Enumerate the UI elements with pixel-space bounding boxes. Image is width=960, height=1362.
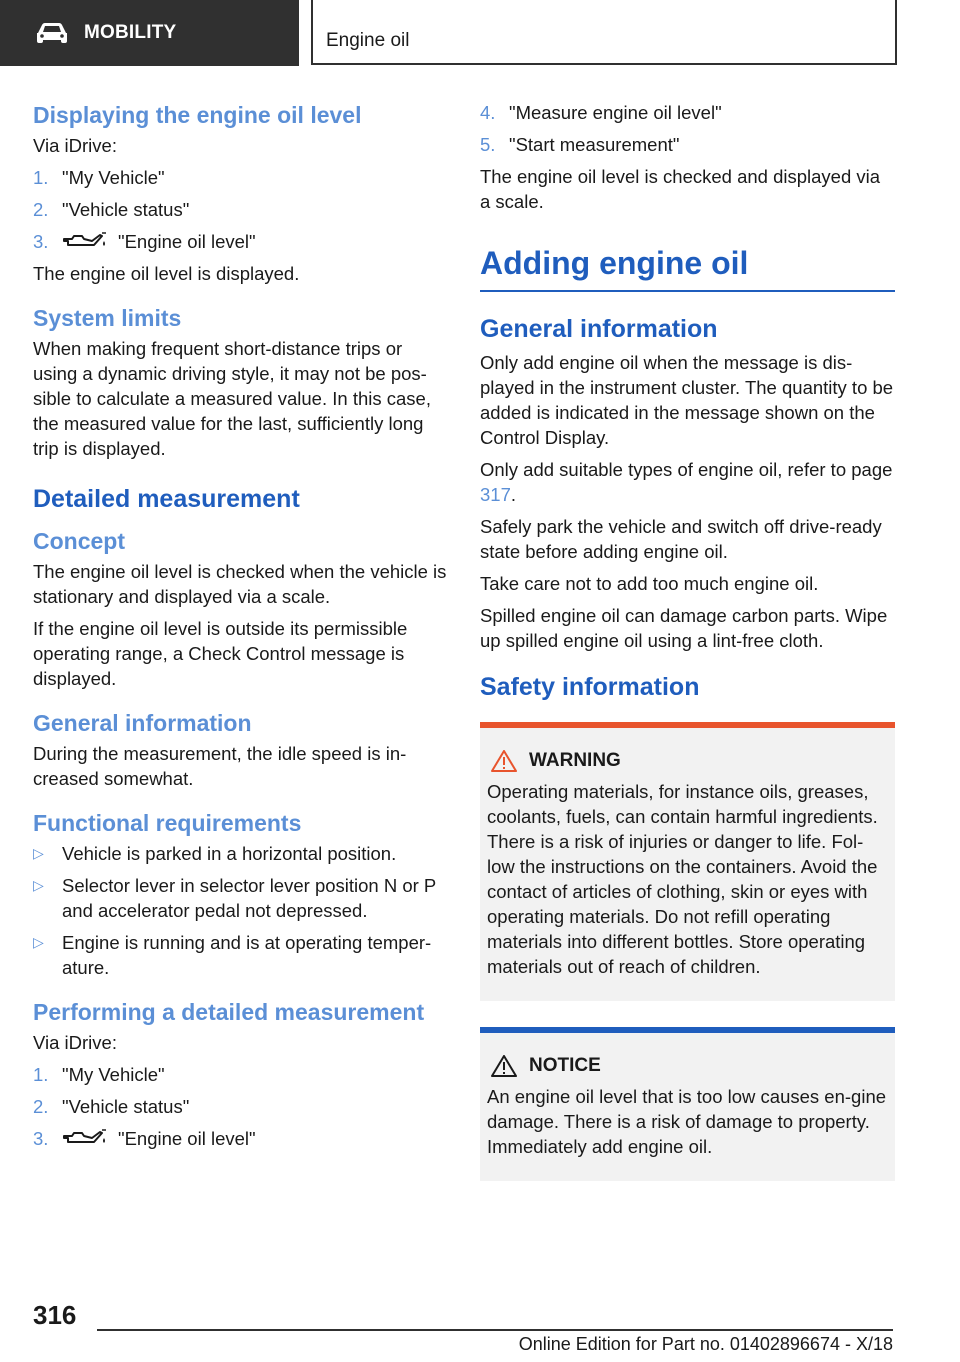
bullet-triangle-icon: ▷ — [33, 845, 44, 861]
func-heading: Functional requirements — [33, 810, 302, 836]
list-item: 1. "My Vehicle" — [33, 167, 165, 188]
perform-steps — [33, 1062, 448, 1151]
chapter-title: Engine oil — [326, 30, 410, 51]
perform-heading: Performing a detailed measurement — [33, 999, 425, 1025]
general-p3: Safely park the vehicle and switch off drive-ready state before adding engine oil. — [480, 516, 882, 562]
section-label: MOBILITY — [84, 22, 177, 43]
warning-box — [480, 722, 895, 1001]
list-item: 4. "Measure engine oil level" — [480, 102, 722, 123]
concept-p2: If the engine oil level is outside its permissible operating range, a Check Control message is displayed. — [33, 618, 408, 689]
list-item: 3. "Engine oil level" — [33, 1128, 256, 1149]
general-p5: Spilled engine oil can damage carbon parts. Wipe up spilled engine oil using a lint-free cloth. — [480, 605, 888, 651]
page-link[interactable]: 317 — [480, 484, 511, 505]
page-number: 316 — [33, 1300, 77, 1330]
notice-triangle-icon — [491, 1055, 517, 1077]
list-item: 1. "My Vehicle" — [33, 1064, 165, 1085]
general-p1: Only add engine oil when the message is dis-played in the instrument cluster. The quantity to be added is indicated in the message shown on the Control Display. — [480, 352, 894, 448]
steps-result: The engine oil level is checked and displayed via a scale. — [480, 166, 881, 212]
list-item: ▷ Selector lever in selector lever position N or P and accelerator pedal not depressed. — [33, 875, 436, 921]
footer-rule — [97, 1329, 893, 1331]
warning-text: Operating materials, for instance oils, greases, coolants, fuels, can contain harmful ingredients. There is a risk of injuries or danger to life. Fol-low the instructions on the containers. Avoid the contact of articles of clothing, skin or eyes with operating materials. Do not refill operating materials into different bottles. Store operating materials out of reach of children. — [487, 781, 878, 977]
concept-p1: The engine oil level is checked when the vehicle is stationary and displayed via a scale. — [33, 561, 447, 607]
bullet-triangle-icon: ▷ — [33, 934, 44, 950]
list-item: 5. "Start measurement" — [480, 134, 680, 155]
notice-box — [480, 1027, 895, 1181]
display-heading: Displaying the engine oil level — [33, 102, 362, 128]
measure-steps — [480, 100, 895, 157]
warning-triangle-icon — [491, 750, 517, 772]
footer-edition: Online Edition for Part no. 01402896674 - X/18 — [518, 1334, 893, 1354]
perform-intro: Via iDrive: — [33, 1032, 117, 1053]
list-item: ▷ Engine is running and is at operating temper-ature. — [33, 932, 432, 978]
warning-title: WARNING — [529, 750, 621, 771]
notice-title: NOTICE — [529, 1055, 601, 1076]
car-icon — [34, 21, 70, 45]
bullet-triangle-icon: ▷ — [33, 877, 44, 893]
list-item: 3. "Engine oil level" — [33, 231, 256, 252]
display-intro: Via iDrive: — [33, 135, 117, 156]
limits-heading: System limits — [33, 305, 182, 331]
general-text-left: During the measurement, the idle speed is in-creased somewhat. — [33, 743, 407, 789]
list-item: 2. "Vehicle status" — [33, 199, 190, 220]
detailed-heading: Detailed measurement — [33, 485, 300, 513]
right-column — [480, 100, 895, 1197]
general-p4: Take care not to add too much engine oil. — [480, 573, 819, 594]
limits-text: When making frequent short-distance trips or using a dynamic driving style, it may not be pos-sible to calculate a measured value. In this case, the measured value for the last, sufficiently long trip is displayed. — [33, 338, 431, 459]
adding-heading-rule — [480, 239, 895, 292]
display-result: The engine oil level is displayed. — [33, 263, 300, 284]
notice-text: An engine oil level that is too low causes en-gine damage. There is a risk of damage to property. Immediately add engine oil. — [487, 1086, 887, 1157]
func-list — [33, 841, 448, 980]
section-tab — [0, 0, 299, 66]
oil-level-icon — [62, 231, 108, 251]
general-p2: Only add suitable types of engine oil, refer to page 317. — [480, 459, 893, 505]
display-steps — [33, 165, 448, 254]
chapter-header — [311, 0, 897, 65]
list-item: ▷ Vehicle is parked in a horizontal position. — [33, 843, 397, 864]
oil-level-icon — [62, 1128, 108, 1148]
general-heading-right: General information — [480, 315, 718, 343]
safety-heading: Safety information — [480, 673, 700, 701]
left-column — [33, 100, 448, 1158]
list-item: 2. "Vehicle status" — [33, 1096, 190, 1117]
concept-heading: Concept — [33, 528, 125, 554]
adding-heading: Adding engine oil — [480, 245, 749, 281]
general-heading-left: General information — [33, 710, 252, 736]
